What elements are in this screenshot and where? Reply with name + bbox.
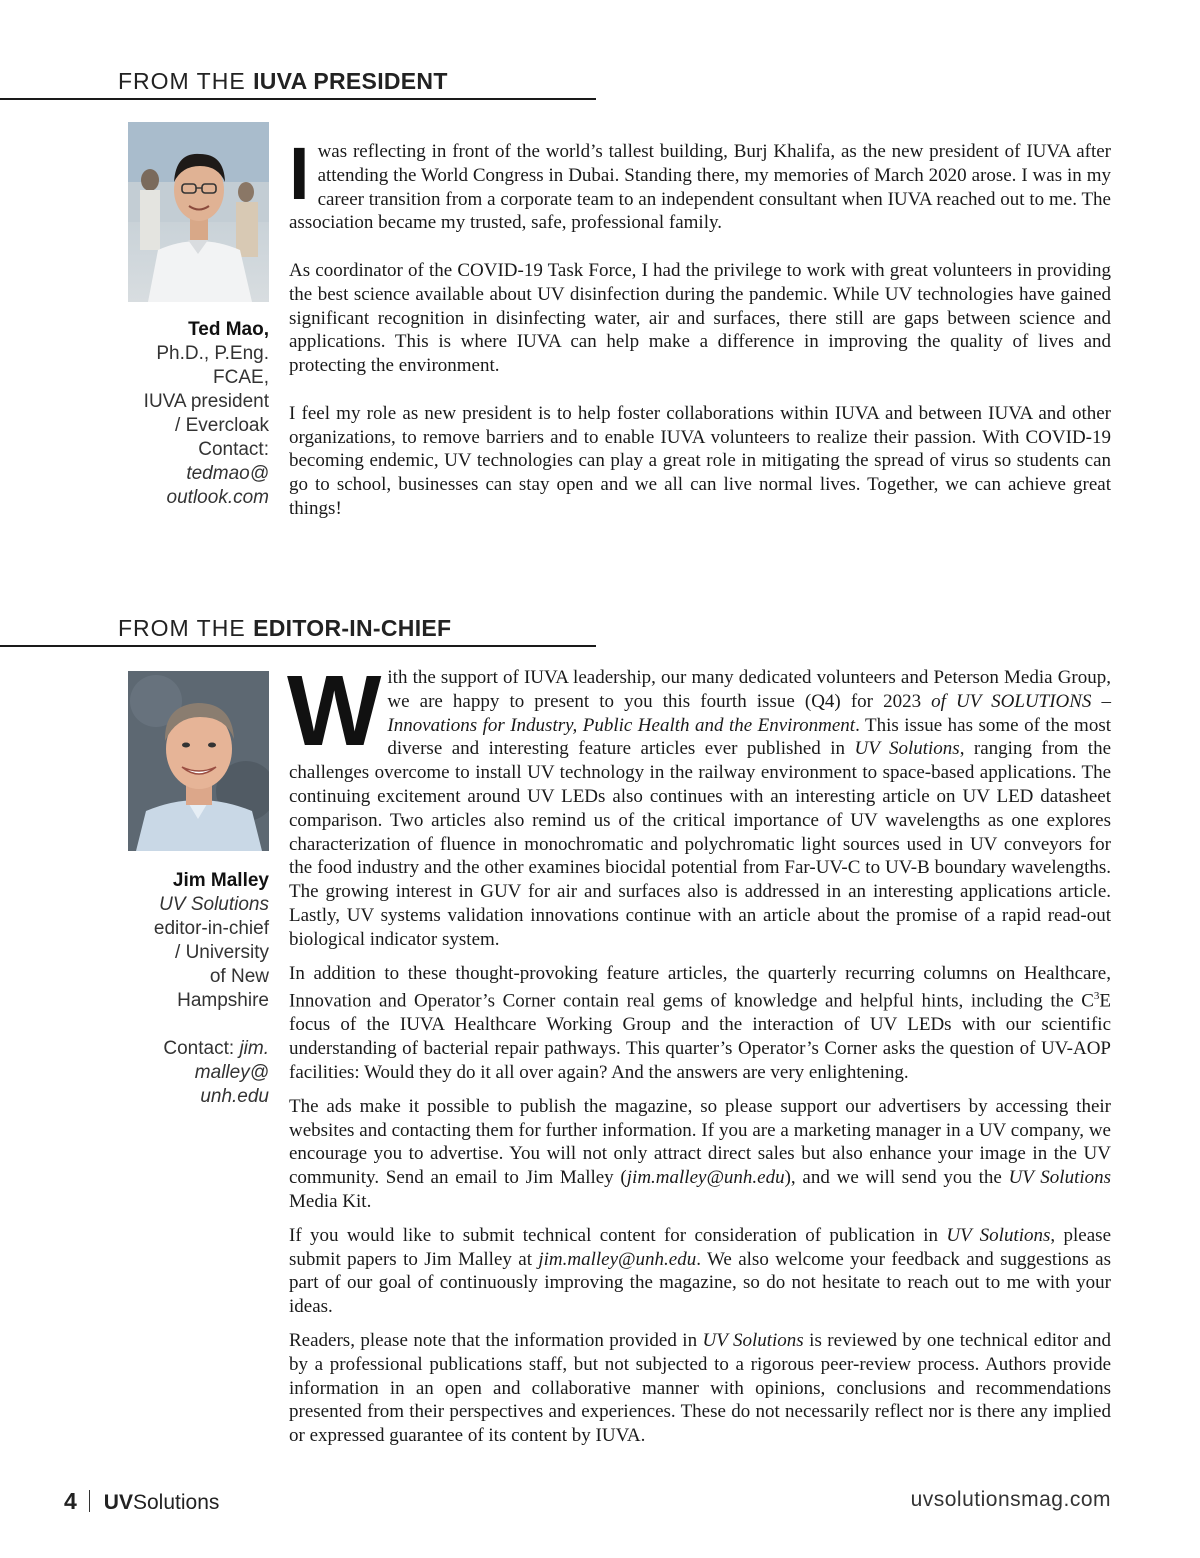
email-line[interactable]: jim. (239, 1038, 269, 1059)
spacer (100, 1013, 269, 1037)
email-line: outlook.com (166, 487, 269, 508)
footer-divider (89, 1490, 90, 1512)
paragraph-text: . This issue has some of the most diverse and interesting feature articles ever published in (387, 714, 1112, 760)
superscript: 3 (1093, 990, 1100, 1003)
paragraph-text: was reflecting in front of the world’s tallest building, Burj Khalifa, as the new president of IUVA after attending the World Congress in Dubai. Standing there, my memories of March 2020 arose. I was in my career transition from a corporate team to an independent consultant when IUVA reached out to me. The association became my trusted, safe, professional family. (289, 141, 1111, 234)
author-title-line: / Evercloak (175, 415, 269, 436)
brand-regular: Solutions (132, 1491, 220, 1514)
paragraph-text: , ranging from the challenges overcome to install UV technology in the railway environment to space-based applications. The continuing excitement around UV LEDs also continues with an interesting article on UV LED datasheet comparison. Two articles also remind us of the critical importance of UV wavelengths as one explores characterization of fluence in monochromatic and polychromatic light sources used in UV conveyors for the food industry and the other examines biocidal potential from Far-UV-C to UV-B boundary wavelengths. The growing interest in GUV for air and surfaces also is addressed in an interesting applications article. Lastly, UV systems validation innovations continue with an article about the promise of a rapid read-out biological indicator system. (289, 738, 1112, 950)
heading-bold: IUVA PRESIDENT (253, 68, 448, 94)
italic-text: UV Solutions (702, 1330, 804, 1352)
paragraph-text: ith the support of IUVA leadership, our many dedicated volunteers and Peterson Media Group, we are happy to present to you this fourth issue (Q4) for 2023 (387, 667, 1111, 712)
paragraph-text: The ads make it possible to publish the magazine, so please support our advertisers by accessing their websites and contacting them for further information. If you are a marketing manager in a UV company, we encourage you to advertise. You will not only attract direct sales but also enhance your image in the UV community. Send an email to Jim Malley ( (289, 1095, 1111, 1189)
section-heading-label (118, 68, 448, 95)
letter-paragraph: As coordinator of the COVID-19 Task Force, I had the privilege to work with great volunteers in providing the best science available about UV disinfection during the pandemic. While UV technologies have gained significant recognition in disinfecting water, air and surfaces, there still are gaps between science and applications. This is where IUVA can help make a difference in improving the quality of lives and protecting the environment. (289, 259, 1111, 377)
heading-bold: EDITOR-IN-CHIEF (253, 615, 452, 641)
paragraph-text: ), and we will send you the (784, 1167, 1009, 1189)
author-title-line: FCAE, (213, 367, 269, 388)
president-letter-body (289, 132, 1111, 521)
email-link[interactable]: jim.malley@unh.edu (626, 1167, 785, 1189)
letter-paragraph (289, 1095, 1111, 1214)
portrait-ted-mao-image (128, 122, 269, 302)
letter-paragraph (287, 655, 1112, 952)
paragraph-text: , please submit papers to Jim Malley at (289, 1224, 1111, 1270)
author-info-ted-mao (100, 318, 269, 510)
paragraph-text: . We also welcome your feedback and suggestions as part of our goal of continuously improving the magazine, so do not hesitate to reach out to me with your ideas. (289, 1248, 1111, 1318)
section-heading-president (0, 66, 596, 100)
letter-paragraph (289, 1224, 1111, 1319)
letter-paragraph (289, 962, 1111, 1085)
portrait-jim-malley (128, 671, 269, 851)
section-heading-editor (0, 613, 596, 647)
contact-label: Contact: (198, 439, 269, 460)
contact-block (100, 1037, 269, 1061)
page-number: 4 (64, 1488, 77, 1514)
drop-cap: I (289, 132, 310, 215)
heading-prefix: FROM THE (118, 68, 254, 94)
page-footer-left (64, 1488, 219, 1515)
paragraph-text: E focus of the IUVA Healthcare Working Group and the interaction of UV LEDs with our scientific understanding of bacterial repair pathways. This quarter’s Operator’s Corner asks the question of UV-AOP facilities: Would they do it all over again? And the answers are very enlightening. (289, 990, 1111, 1084)
author-title-line: / University (175, 942, 269, 963)
publication-name: UV Solutions (159, 894, 269, 915)
magazine-brand (104, 1491, 220, 1514)
paragraph-text: Readers, please note that the information provided in (289, 1330, 703, 1352)
section-heading-label (118, 615, 451, 642)
author-title-line: Ph.D., P.Eng. (156, 343, 269, 364)
author-title-line: editor-in-chief (153, 918, 269, 939)
contact-label: Contact: (163, 1038, 240, 1059)
paragraph-text: In addition to these thought-provoking feature articles, the quarterly recurring columns on Healthcare, Innovation and Operator’s Corner contain real gems of knowledge and helpful hints, including the C (289, 962, 1111, 1012)
website-link[interactable]: uvsolutionsmag.com (910, 1488, 1111, 1511)
letter-paragraph (289, 132, 1111, 235)
author-title-line: IUVA president (143, 391, 269, 412)
italic-text: of UV SOLUTIONS – Innovations for Industry, Public Health and the Environment (387, 690, 1111, 736)
author-name: Ted Mao, (188, 319, 269, 340)
brand-bold: UV (103, 1491, 133, 1514)
author-title-line: Hampshire (177, 990, 269, 1011)
drop-cap: W (287, 655, 382, 767)
author-title-line: of New (209, 966, 269, 987)
letter-paragraph (289, 1329, 1111, 1448)
heading-prefix: FROM THE (118, 615, 254, 641)
author-info-jim-malley (100, 869, 269, 1109)
email-line[interactable]: malley@ (194, 1062, 269, 1083)
contact-email[interactable] (100, 462, 269, 510)
email-link[interactable]: jim.malley@unh.edu (538, 1248, 697, 1270)
italic-text: UV Solutions (854, 738, 960, 760)
portrait-ted-mao (128, 122, 269, 302)
editor-letter-body (287, 655, 1112, 1448)
email-line[interactable]: unh.edu (200, 1086, 269, 1107)
portrait-jim-malley-image (128, 671, 269, 851)
letter-paragraph: I feel my role as new president is to help foster collaborations within IUVA and between IUVA and other organizations, to remove barriers and to enable IUVA volunteers to realize their passion. With COVID-19 becoming endemic, UV technologies can play a great role in mitigating the spread of virus so students can go to school, businesses can stay open and we all can live normal lives. Together, we can achieve great things! (289, 402, 1111, 519)
paragraph-text: Media Kit. (289, 1191, 372, 1213)
italic-text: UV Solutions (946, 1224, 1051, 1246)
italic-text: UV Solutions (1008, 1167, 1112, 1189)
paragraph-text: is reviewed by one technical editor and by a professional publications staff, but not subjected to a rigorous peer-review process. Authors provide information in an open and collaborative manner with opinions, conclusions and recommendations presented from their perspectives and experiences. These do not necessarily reflect nor is there any implied or expressed guarantee of its content by IUVA. (289, 1330, 1111, 1447)
email-line: tedmao@ (186, 463, 269, 484)
author-name: Jim Malley (172, 870, 269, 891)
paragraph-text: If you would like to submit technical content for consideration of publication in (289, 1224, 947, 1246)
